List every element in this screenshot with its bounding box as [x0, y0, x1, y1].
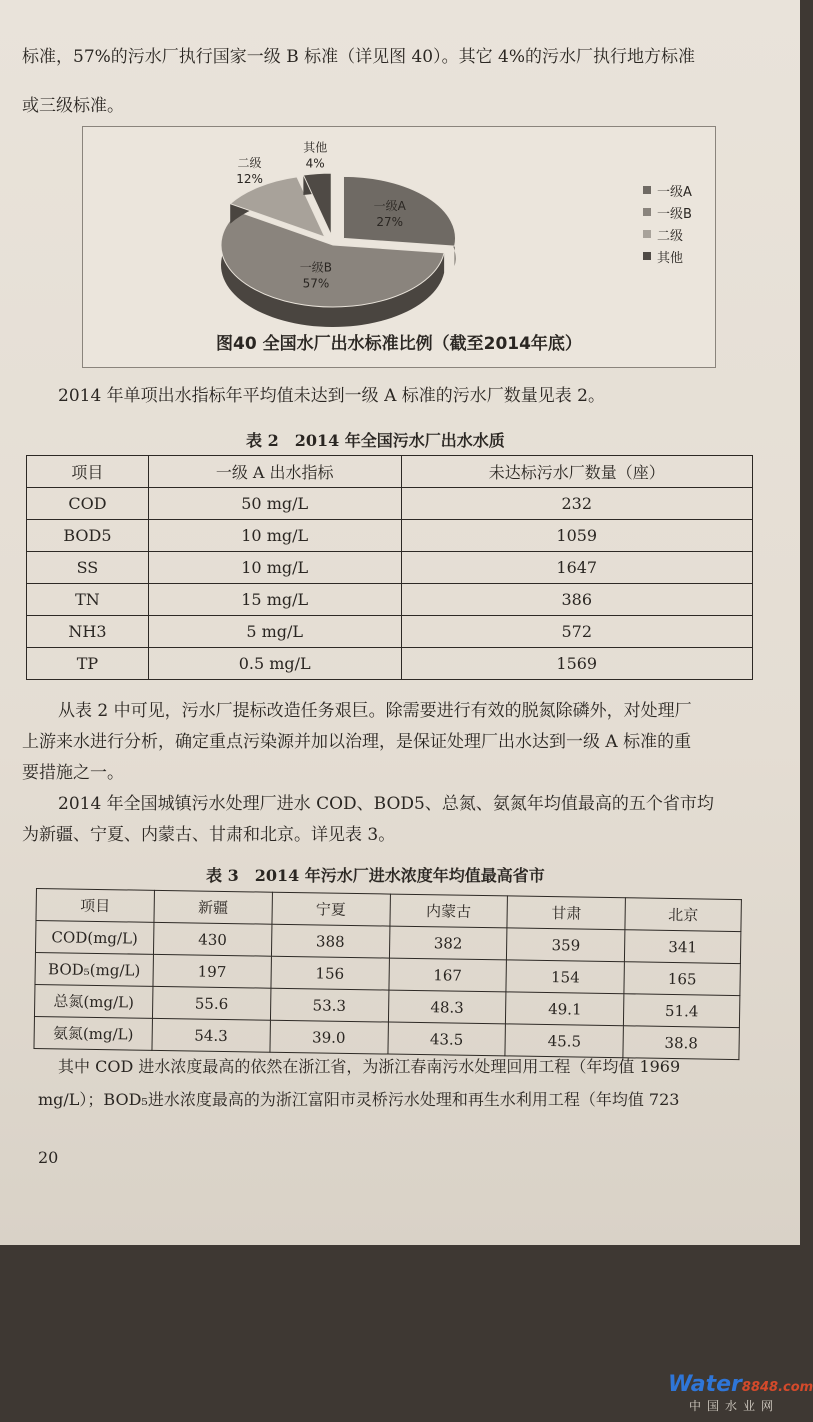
- table-header-cell: 宁夏: [272, 892, 390, 926]
- table-cell: 15 mg/L: [148, 584, 401, 616]
- table-cell: 1059: [401, 520, 752, 552]
- paragraph-line: 从表 2 中可见，污水厂提标改造任务艰巨。除需要进行有效的脱氮除磷外，对处理厂: [58, 701, 692, 721]
- table3-title: 表 3 2014 年污水厂进水浓度年均值最高省市: [206, 866, 545, 885]
- table-cell: 氨氮(mg/L): [34, 1016, 152, 1050]
- table-cell: 386: [401, 584, 752, 616]
- table-cell: 167: [388, 958, 506, 992]
- table-cell: TN: [27, 584, 149, 616]
- table-2: [26, 455, 753, 680]
- table-cell: 38.8: [623, 1026, 739, 1060]
- table-cell: COD: [27, 488, 149, 520]
- pie-chart: [83, 127, 715, 327]
- table-cell: 430: [153, 922, 271, 956]
- table-row: [27, 552, 753, 584]
- table-cell: 10 mg/L: [148, 520, 401, 552]
- table-row: [27, 488, 753, 520]
- table-row: [27, 648, 753, 680]
- table-cell: 1569: [401, 648, 752, 680]
- table-cell: 43.5: [387, 1022, 505, 1056]
- table-cell: 总氮(mg/L): [34, 984, 152, 1018]
- table-3: [33, 888, 741, 1060]
- table-header-cell: 新疆: [154, 890, 272, 924]
- table-cell: 5 mg/L: [148, 616, 401, 648]
- table-cell: 572: [401, 616, 752, 648]
- table-cell: 10 mg/L: [148, 552, 401, 584]
- table-cell: 382: [389, 926, 507, 960]
- legend-entry: [643, 223, 692, 245]
- table-cell: 39.0: [270, 1020, 388, 1054]
- figure-caption: 图40 全国水厂出水标准比例（截至2014年底）: [216, 334, 582, 354]
- page-number: 20: [38, 1148, 59, 1167]
- pie-category-label: 二级: [237, 156, 262, 171]
- table-cell: 55.6: [152, 986, 270, 1020]
- paragraph-line: 或三级标准。: [22, 96, 124, 116]
- figure-40: [82, 126, 716, 368]
- table-cell: NH3: [27, 616, 149, 648]
- table-cell: 359: [507, 928, 625, 962]
- pie-category-label: 其他: [303, 140, 328, 155]
- pie-value-label: 57%: [302, 276, 330, 291]
- legend-label: 其他: [657, 250, 684, 266]
- table-cell: 54.3: [152, 1018, 270, 1052]
- legend-entry: [643, 179, 692, 201]
- table-row: [27, 520, 753, 552]
- paragraph-line: mg/L）；BOD₅进水浓度最高的为浙江富阳市灵桥污水处理和再生水利用工程（年均值 723: [38, 1090, 680, 1109]
- table-cell: 156: [271, 956, 389, 990]
- table-cell: BOD₅(mg/L): [35, 952, 153, 986]
- paragraph-line: 2014 年单项出水指标年平均值未达到一级 A 标准的污水厂数量见表 2。: [58, 386, 605, 406]
- paragraph-line: 其中 COD 进水浓度最高的依然在浙江省，为浙江春南污水处理回用工程（年均值 1969: [58, 1057, 681, 1076]
- table-row: [27, 584, 753, 616]
- table-header-cell: 项目: [27, 456, 149, 488]
- table-header-cell: 北京: [625, 898, 741, 932]
- pie-category-label: 一级A: [373, 198, 406, 213]
- table-cell: 165: [624, 962, 740, 996]
- legend-label: 一级A: [657, 184, 692, 200]
- paragraph-line: 为新疆、宁夏、内蒙古、甘肃和北京。详见表 3。: [22, 825, 396, 845]
- paragraph-line: 2014 年全国城镇污水处理厂进水 COD、BOD5、总氮、氨氮年均值最高的五个省市均: [58, 794, 714, 814]
- paragraph-line: 上游来水进行分析，确定重点污染源并加以治理，是保证处理厂出水达到一级 A 标准的重: [22, 732, 692, 752]
- table-cell: 53.3: [270, 988, 388, 1022]
- table-cell: 51.4: [624, 994, 740, 1028]
- table-header-row: [27, 456, 753, 488]
- legend-swatch: [643, 230, 651, 238]
- chart-legend: [643, 179, 692, 267]
- pie-value-label: 12%: [236, 172, 263, 187]
- table-cell: 48.3: [388, 990, 506, 1024]
- legend-label: 一级B: [657, 206, 692, 222]
- table-cell: 388: [271, 924, 389, 958]
- table-cell: TP: [27, 648, 149, 680]
- table-cell: 341: [625, 930, 741, 964]
- table-cell: 49.1: [506, 992, 624, 1026]
- paragraph-line: 标准，57%的污水厂执行国家一级 B 标准（详见图 40）。其它 4%的污水厂执行地方标准: [22, 47, 695, 67]
- legend-swatch: [643, 186, 651, 194]
- legend-swatch: [643, 208, 651, 216]
- table-cell: COD(mg/L): [35, 921, 153, 955]
- table-cell: 1647: [401, 552, 752, 584]
- table-cell: 232: [401, 488, 752, 520]
- pie-category-label: 一级B: [299, 260, 333, 275]
- table-header-cell: 未达标污水厂数量（座）: [401, 456, 752, 488]
- table2-title: 表 2 2014 年全国污水厂出水水质: [246, 431, 505, 450]
- table-header-cell: 内蒙古: [389, 894, 507, 928]
- table-cell: 197: [153, 954, 271, 988]
- pie-value-label: 4%: [305, 156, 325, 171]
- table-cell: BOD5: [27, 520, 149, 552]
- legend-entry: [643, 201, 692, 223]
- table-cell: SS: [27, 552, 149, 584]
- table-cell: 50 mg/L: [148, 488, 401, 520]
- legend-label: 二级: [657, 228, 684, 244]
- legend-entry: [643, 245, 692, 267]
- table-cell: 0.5 mg/L: [148, 648, 401, 680]
- table-row: [27, 616, 753, 648]
- legend-swatch: [643, 252, 651, 260]
- table-cell: 154: [506, 960, 624, 994]
- table-header-cell: 项目: [36, 889, 154, 923]
- table-header-cell: 甘肃: [507, 896, 625, 930]
- watermark-logo: Water8848.com 中国水业网: [668, 1372, 813, 1413]
- paragraph-line: 要措施之一。: [22, 763, 124, 783]
- table-header-cell: 一级 A 出水指标: [148, 456, 401, 488]
- table-cell: 45.5: [505, 1024, 623, 1058]
- pie-value-label: 27%: [376, 214, 404, 229]
